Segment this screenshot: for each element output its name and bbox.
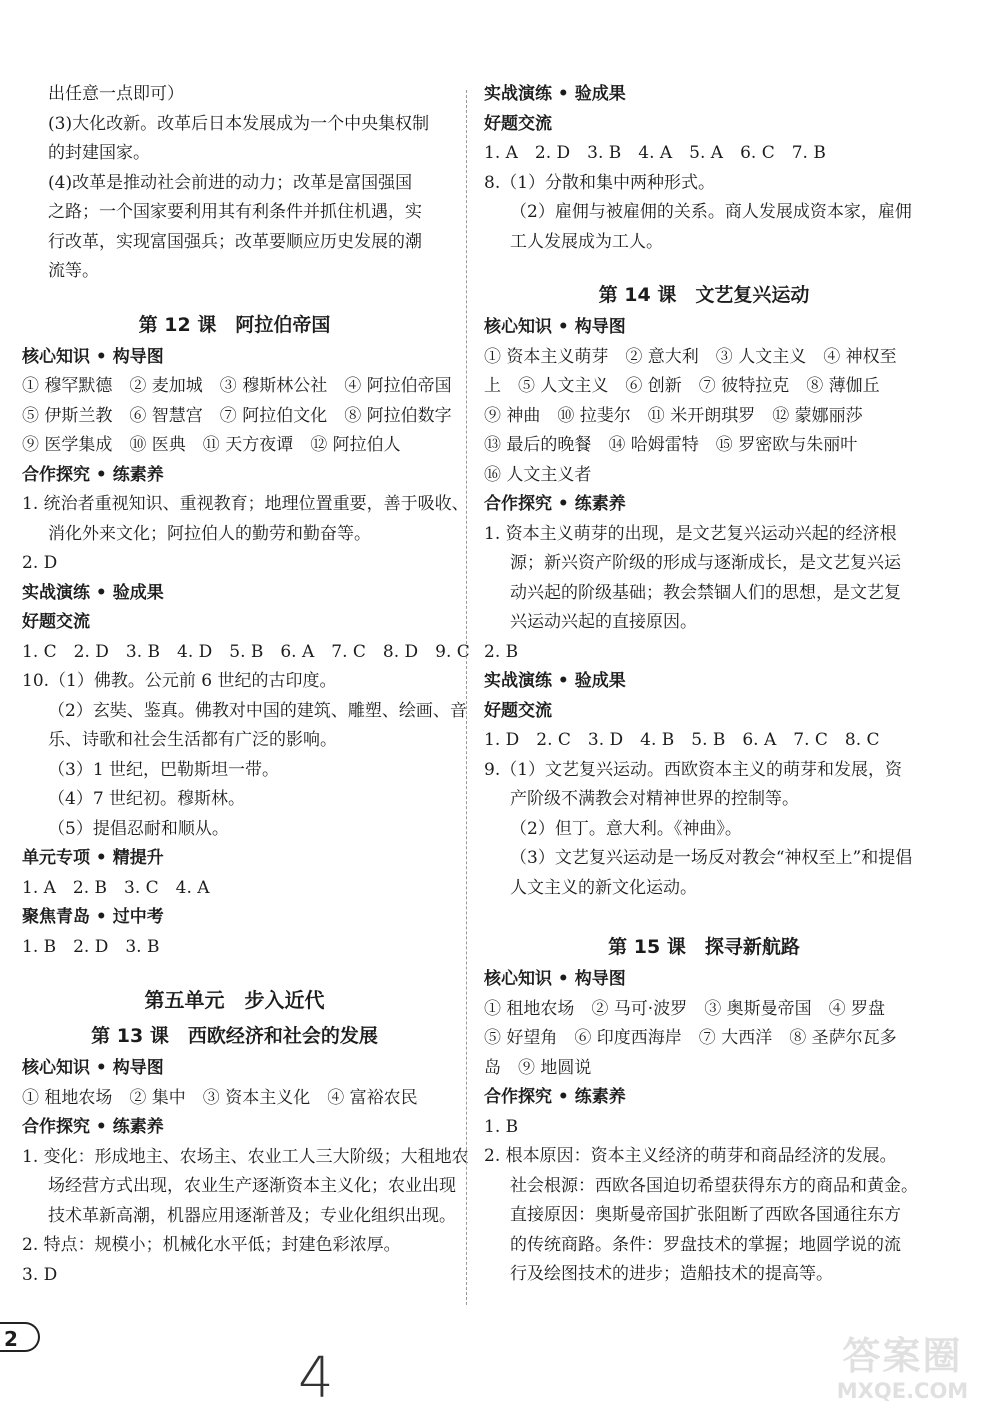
section-heading: 单元专项 • 精提升 — [22, 848, 164, 868]
text-line: 产阶级不满教会对精神世界的控制等。 — [510, 789, 799, 809]
text-line: 9.（1）文艺复兴运动。西欧资本主义的萌芽和发展，资 — [484, 759, 903, 780]
lesson-title: 第 14 课 文艺复兴运动 — [598, 284, 810, 306]
spacer — [484, 903, 924, 929]
text-line: 直接原因：奥斯曼帝国扩张阻断了西欧各国通往东方 — [510, 1205, 901, 1225]
text-line: (3)大化改新。改革后日本发展成为一个中央集权制 — [48, 113, 430, 134]
section-heading: 实战演练 • 验成果 — [484, 671, 626, 691]
text-line: （4）7 世纪初。穆斯林。 — [48, 789, 246, 809]
text-line: ⑨ 医学集成 ⑩ 医典 ⑪ 天方夜谭 ⑫ 阿拉伯人 — [22, 435, 401, 455]
text-line: 工人发展成为工人。 — [510, 231, 663, 252]
text-line: 的传统商路。条件：罗盘技术的掌握；地圆学说的流 — [510, 1234, 901, 1255]
text-line: （3）文艺复兴运动是一场反对教会“神权至上”和提倡 — [510, 848, 913, 868]
section-heading: 实战演练 • 验成果 — [484, 84, 626, 104]
text-line: 技术革新高潮，机器应用逐渐普及；专业化组织出现。 — [48, 1205, 456, 1226]
column-divider — [466, 90, 467, 1305]
text-line: 1. 资本主义萌芽的出现，是文艺复兴运动兴起的经济根 — [484, 523, 897, 544]
text-line: 2. 特点：规模小；机械化水平低；封建色彩浓厚。 — [22, 1235, 401, 1255]
section-heading: 合作探究 • 练素养 — [22, 1117, 164, 1137]
watermark-line-1: 答案圈 — [842, 1334, 963, 1378]
section-heading: 核心知识 • 构导图 — [484, 969, 626, 989]
right-column — [484, 80, 924, 1290]
text-line: ⑤ 伊斯兰教 ⑥ 智慧宫 ⑦ 阿拉伯文化 ⑧ 阿拉伯数字 — [22, 405, 452, 426]
text-line: 1. A 2. D 3. B 4. A 5. A 6. C 7. B — [484, 143, 826, 163]
text-line: 的封建国家。 — [48, 143, 150, 163]
section-heading: 合作探究 • 练素养 — [484, 1087, 626, 1107]
text-line: 社会根源：西欧各国迫切希望获得东方的商品和黄金。 — [510, 1175, 918, 1196]
text-line: 3. D — [22, 1264, 58, 1285]
text-line: 上 ⑤ 人文主义 ⑥ 创新 ⑦ 彼特拉克 ⑧ 薄伽丘 — [484, 376, 880, 396]
lesson-title: 第 12 课 阿拉伯帝国 — [138, 313, 331, 336]
lesson-title: 第 15 课 探寻新航路 — [608, 936, 800, 958]
text-line: (4)改革是推动社会前进的动力；改革是富国强国 — [48, 172, 413, 193]
section-heading: 好题交流 — [484, 700, 552, 721]
page-number: 2 — [0, 1322, 40, 1352]
watermark-logo — [815, 1334, 990, 1414]
spacer — [484, 257, 924, 277]
text-line: 动兴起的阶级基础；教会禁锢人们的思想，是文艺复 — [510, 582, 901, 603]
text-line: 行及绘图技术的进步；造船技术的提高等。 — [510, 1264, 833, 1284]
lesson-title: 第 13 课 西欧经济和社会的发展 — [91, 1025, 378, 1047]
section-heading: 核心知识 • 构导图 — [22, 346, 164, 367]
text-line: （5）提倡忍耐和顺从。 — [48, 818, 229, 839]
watermark-line-2: MXQE.COM — [836, 1379, 969, 1403]
text-line: ① 穆罕默德 ② 麦加城 ③ 穆斯林公社 ④ 阿拉伯帝国 — [22, 376, 452, 396]
text-line: （2）玄奘、鉴真。佛教对中国的建筑、雕塑、绘画、音 — [48, 700, 467, 721]
section-heading: 核心知识 • 构导图 — [22, 1058, 164, 1078]
text-line: ⑯ 人文主义者 — [484, 464, 592, 485]
section-heading: 合作探究 • 练素养 — [484, 494, 626, 514]
text-line: 人文主义的新文化运动。 — [510, 877, 697, 898]
section-heading: 实战演练 • 验成果 — [22, 582, 164, 603]
text-line: 10.（1）佛教。公元前 6 世纪的古印度。 — [22, 671, 337, 691]
section-heading: 聚焦青岛 • 过中考 — [22, 907, 164, 927]
text-line: 2. B — [484, 641, 519, 662]
text-line: 流等。 — [48, 261, 99, 281]
text-line: 8.（1）分散和集中两种形式。 — [484, 172, 716, 193]
text-line: （3）1 世纪，巴勒斯坦一带。 — [48, 759, 280, 780]
text-line: 源；新兴资产阶级的形成与逐渐成长，是文艺复兴运 — [510, 553, 901, 573]
text-line: 1. B — [484, 1116, 519, 1137]
text-line: 2. 根本原因：资本主义经济的萌芽和商品经济的发展。 — [484, 1146, 897, 1166]
text-line: ⑨ 神曲 ⑩ 拉斐尔 ⑪ 米开朗琪罗 ⑫ 蒙娜丽莎 — [484, 405, 863, 426]
section-heading: 核心知识 • 构导图 — [484, 317, 626, 337]
section-heading: 合作探究 • 练素养 — [22, 464, 164, 485]
text-line: 2. D — [22, 553, 58, 573]
text-line: 乐、诗歌和社会生活都有广泛的影响。 — [48, 730, 337, 750]
text-line: 岛 ⑨ 地圆说 — [484, 1057, 592, 1078]
text-line: 1. 变化：形成地主、农场主、农业工人三大阶级；大租地农 — [22, 1146, 469, 1167]
text-line: ① 租地农场 ② 集中 ③ 资本主义化 ④ 富裕农民 — [22, 1087, 418, 1108]
spacer — [22, 287, 447, 307]
text-line: 1. B 2. D 3. B — [22, 936, 160, 957]
text-line: 1. 统治者重视知识、重视教育；地理位置重要，善于吸收、 — [22, 494, 469, 514]
text-line: 兴运动兴起的直接原因。 — [510, 612, 697, 632]
unit-title: 第五单元 步入近代 — [144, 988, 325, 1012]
text-line: 行改革，实现富国强兵；改革要顺应历史发展的潮 — [48, 231, 422, 252]
text-line: 1. A 2. B 3. C 4. A — [22, 877, 210, 898]
text-line: （2）但丁。意大利。《神曲》。 — [510, 818, 742, 839]
text-line: 场经营方式出现，农业生产逐渐资本主义化；农业出现 — [48, 1176, 456, 1196]
text-line: ① 资本主义萌芽 ② 意大利 ③ 人文主义 ④ 神权至 — [484, 346, 897, 367]
handwritten-mark: 4 — [298, 1346, 334, 1411]
text-line: 之路；一个国家要利用其有利条件并抓住机遇，实 — [48, 202, 422, 222]
spacer — [22, 962, 447, 982]
text-line: ① 租地农场 ② 马可·波罗 ③ 奥斯曼帝国 ④ 罗盘 — [484, 998, 886, 1019]
text-line: 1. D 2. C 3. D 4. B 5. B 6. A 7. C 8. C — [484, 730, 880, 750]
text-line: ⑬ 最后的晚餐 ⑭ 哈姆雷特 ⑮ 罗密欧与朱丽叶 — [484, 435, 858, 455]
section-heading: 好题交流 — [22, 612, 90, 632]
section-heading: 好题交流 — [484, 113, 552, 134]
text-line: 出任意一点即可） — [48, 84, 184, 104]
left-column — [22, 80, 470, 1290]
text-line: 1. C 2. D 3. B 4. D 5. B 6. A 7. C 8. D 9. C — [22, 641, 470, 662]
text-line: ⑤ 好望角 ⑥ 印度西海岸 ⑦ 大西洋 ⑧ 圣萨尔瓦多 — [484, 1028, 897, 1048]
text-line: （2）雇佣与被雇佣的关系。商人发展成资本家，雇佣 — [510, 202, 912, 222]
text-line: 消化外来文化；阿拉伯人的勤劳和勤奋等。 — [48, 523, 371, 544]
